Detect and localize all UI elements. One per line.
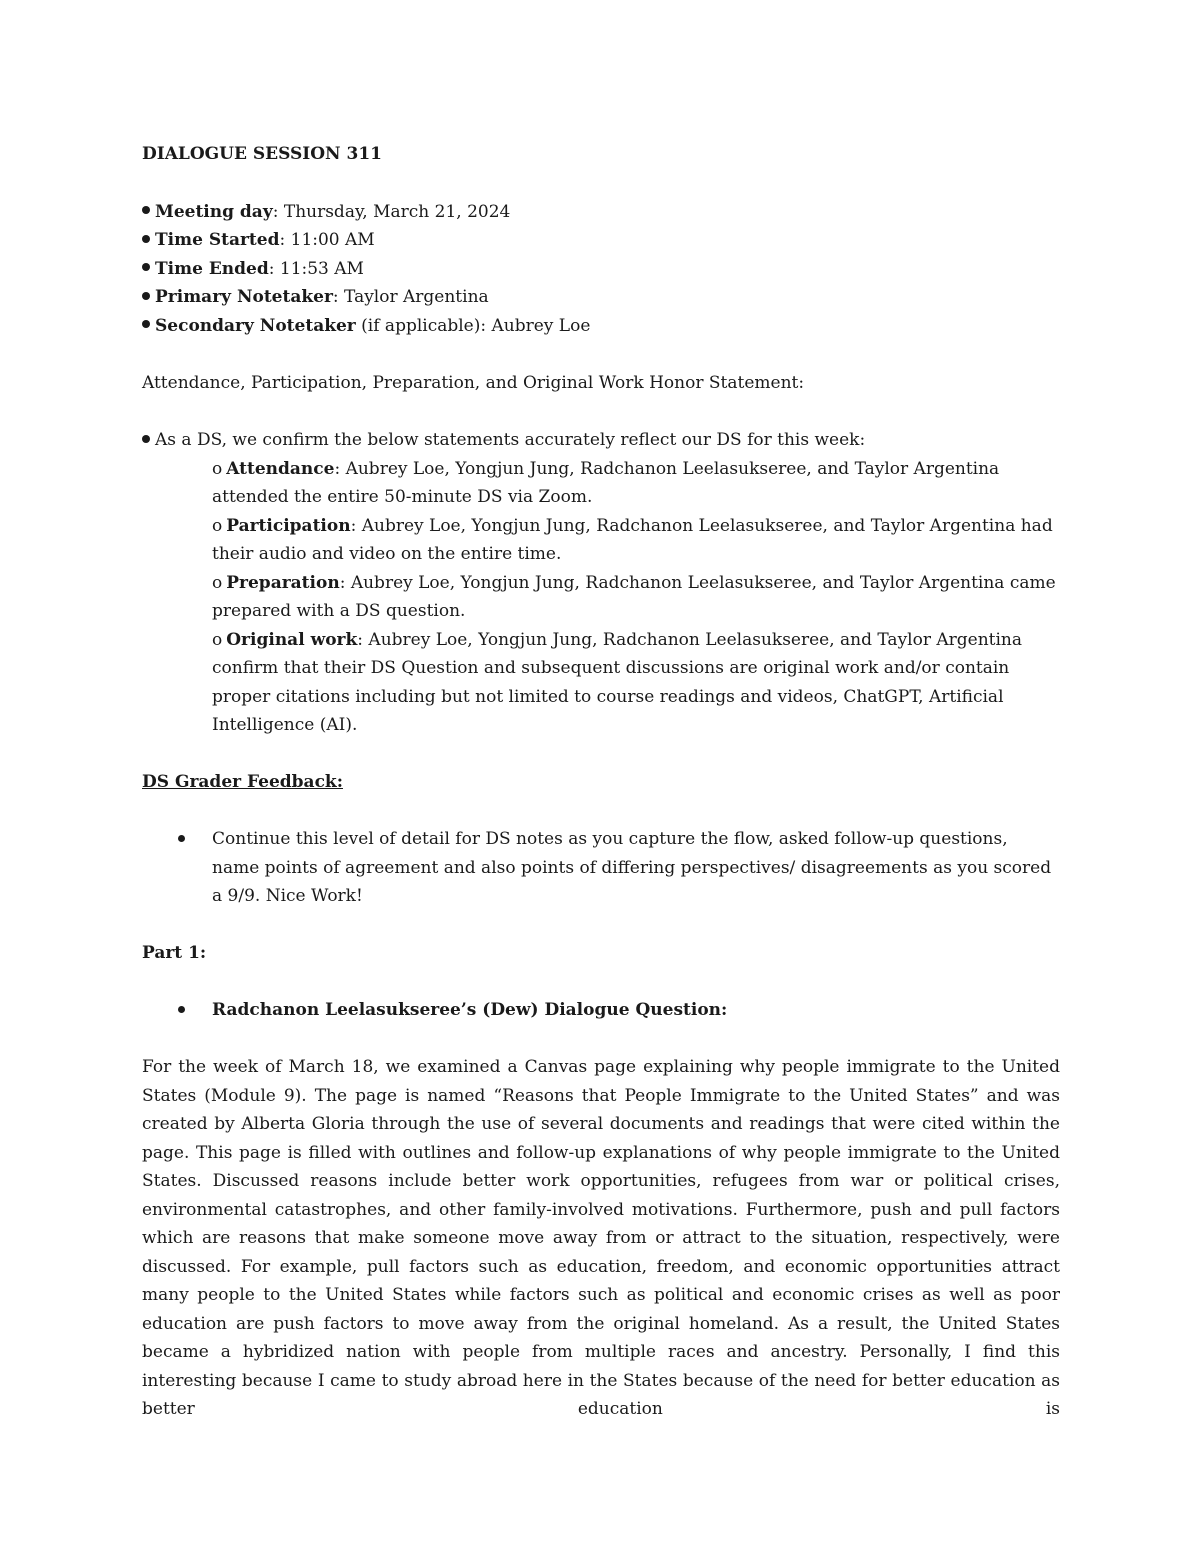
bullet-icon: [142, 206, 150, 214]
statement-marker: o: [212, 515, 223, 536]
statement-original-work: [212, 626, 1060, 740]
dialogue-question-heading: Radchanon Leelasukseree’s (Dew) Dialogue Question:: [212, 1000, 728, 1020]
dialogue-question-item: [142, 996, 1060, 1025]
statement-label: Participation: [226, 515, 351, 536]
meta-item-meeting-day: [142, 198, 1060, 227]
statement-marker: o: [212, 458, 223, 479]
meta-item-secondary-notetaker: [142, 312, 1060, 341]
statement-participation: [212, 512, 1060, 569]
statement-preparation: [212, 569, 1060, 626]
statement-attendance: [212, 455, 1060, 512]
session-meta-list: [142, 198, 1060, 341]
bullet-icon: [142, 435, 150, 443]
bullet-icon: [178, 835, 185, 842]
statement-text: : Aubrey Loe, Yongjun Jung, Radchanon Leelasukseree, and Taylor Argentina came prepared with a DS question.: [212, 572, 1056, 621]
meta-label: Primary Notetaker: [155, 287, 333, 307]
bullet-icon: [142, 235, 150, 243]
bullet-icon: [142, 320, 150, 328]
ds-confirm-text: As a DS, we confirm the below statements accurately reflect our DS for this week:: [155, 430, 866, 450]
meta-item-primary-notetaker: [142, 283, 1060, 312]
meta-value: : 11:53 AM: [268, 258, 364, 279]
part-heading: Part 1:: [142, 943, 207, 963]
statement-label: Attendance: [226, 458, 335, 479]
grader-feedback-text: Continue this level of detail for DS notes as you capture the flow, asked follow-up questions, name points of agreement and also points of differing perspectives/ disagreements as you scored a 9/9. Nice Work!: [212, 829, 1052, 906]
meta-value: (if applicable): Aubrey Loe: [355, 315, 591, 336]
statement-marker: o: [212, 572, 223, 593]
statement-label: Original work: [226, 629, 358, 650]
statement-text: : Aubrey Loe, Yongjun Jung, Radchanon Leelasukseree, and Taylor Argentina attended the entire 50-minute DS via Zoom.: [212, 458, 1000, 507]
body-paragraph: For the week of March 18, we examined a Canvas page explaining why people immigrate to the United States (Module 9). The page is named “Reasons that People Immigrate to the United States” and was created by Alberta Gloria through the use of several documents and readings that were cited within the page. This page is filled with outlines and follow-up explanations of why people immigrate to the United States. Discussed reasons include better work opportunities, refugees from war or political crises, environmental catastrophes, and other family-involved motivations. Furthermore, push and pull factors which are reasons that make someone move away from or attract to the situation, respectively, were discussed. For example, pull factors such as education, freedom, and economic opportunities attract many people to the United States while factors such as political and economic crises as well as poor education are push factors to move away from the original homeland. As a result, the United States became a hybridized nation with people from multiple races and ancestry. Personally, I find this interesting because I came to study abroad here in the States because of the need for better education as better education is: [142, 1057, 1060, 1419]
bullet-icon: [178, 1006, 185, 1013]
meta-value: : Taylor Argentina: [332, 287, 489, 307]
meta-item-time-ended: [142, 255, 1060, 284]
meta-label: Meeting day: [155, 201, 273, 222]
grader-feedback-item: [142, 825, 1060, 911]
honor-statements-list: [212, 455, 1060, 740]
statement-marker: o: [212, 629, 223, 650]
meta-item-time-started: [142, 226, 1060, 255]
document-page: [142, 140, 1060, 1424]
honor-statement-heading: Attendance, Participation, Preparation, and Original Work Honor Statement:: [142, 373, 805, 393]
bullet-icon: [142, 263, 150, 271]
grader-feedback-heading: DS Grader Feedback:: [142, 772, 343, 792]
meta-label: Time Ended: [155, 258, 269, 279]
ds-confirm-item: [142, 426, 1060, 455]
statement-text: : Aubrey Loe, Yongjun Jung, Radchanon Leelasukseree, and Taylor Argentina had their audio and video on the entire time.: [212, 515, 1053, 564]
document-title: DIALOGUE SESSION 311: [142, 144, 382, 164]
meta-value: : 11:00 AM: [279, 230, 375, 250]
meta-value: : Thursday, March 21, 2024: [272, 201, 511, 222]
statement-text: : Aubrey Loe, Yongjun Jung, Radchanon Leelasukseree, and Taylor Argentina confirm that their DS Question and subsequent discussions are original work and/or contain proper citations including but not limited to course readings and videos, ChatGPT, Artificial Intelligence (AI).: [212, 629, 1023, 735]
bullet-icon: [142, 292, 150, 300]
meta-label: Secondary Notetaker: [155, 315, 356, 336]
statement-label: Preparation: [226, 572, 340, 593]
meta-label: Time Started: [155, 230, 280, 250]
